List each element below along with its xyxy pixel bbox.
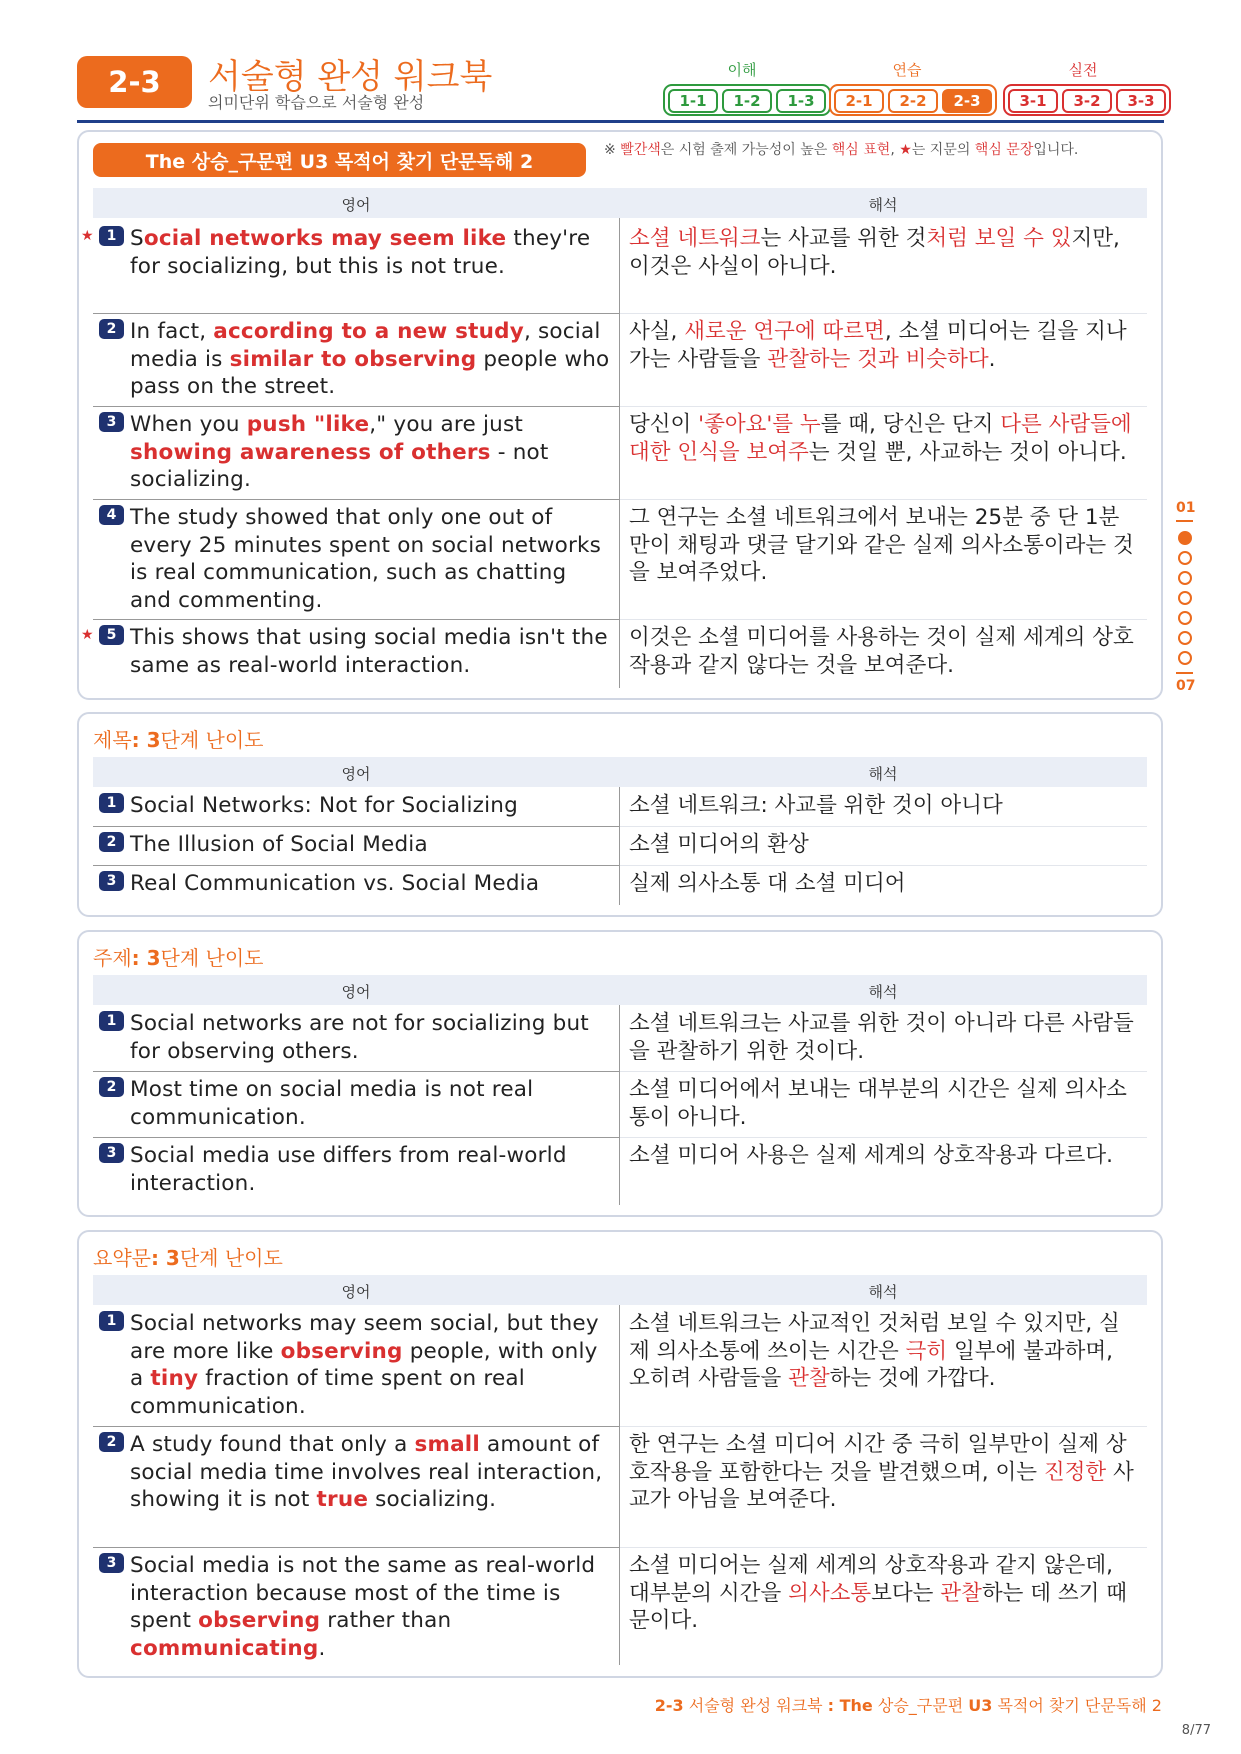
sentence-translation: 이것은 소셜 미디어를 사용하는 것이 실제 세계의 상호작용과 같지 않다는 것을 보여준다. — [629, 625, 1134, 678]
title-option-english: The Illusion of Social Media — [130, 832, 428, 857]
sentence-number: 4 — [99, 505, 124, 525]
row-divider — [93, 1137, 619, 1138]
sentence-number: 3 — [99, 412, 124, 432]
summary-option-translation: 한 연구는 소셜 미디어 시간 중 극히 일부만이 실제 상호작용을 포함한다는 것을 발견했으며, 이는 진정한 사교가 아님을 보여준다. — [629, 1432, 1134, 1512]
topic-option-translation: 소셜 미디어에서 보내는 대부분의 시간은 실제 의사소통이 아니다. — [629, 1077, 1127, 1130]
column-divider — [619, 1305, 620, 1665]
row-divider — [620, 1071, 1147, 1072]
column-header-english: 영어 — [341, 196, 371, 214]
option-number: 3 — [99, 1553, 124, 1573]
row-divider — [93, 619, 619, 620]
sentence-number: 2 — [99, 319, 124, 339]
option-number: 1 — [99, 793, 124, 813]
stage-button-2-2[interactable]: 2-2 — [888, 89, 938, 113]
sentence-translation: 당신이 '좋아요'를 누를 때, 당신은 단지 다른 사람들에 대한 인식을 보여주는 것일 뿐, 사교하는 것이 아니다. — [629, 412, 1132, 465]
stage-button-1-3[interactable]: 1-3 — [776, 89, 826, 113]
option-number: 1 — [99, 1311, 124, 1331]
row-divider — [93, 1547, 619, 1548]
row-divider — [93, 865, 619, 866]
topic-option-english: Social media use differs from real-world interaction. — [130, 1143, 567, 1196]
progress-dot — [1178, 571, 1192, 585]
section-title-summary: 요약문: 3단계 난이도 — [93, 1246, 283, 1270]
stage-button-2-1[interactable]: 2-1 — [834, 89, 884, 113]
stage-label-understand: 이해 — [727, 61, 757, 79]
option-number: 3 — [99, 1143, 124, 1163]
stage-button-2-3[interactable]: 2-3 — [942, 89, 992, 113]
stage-button-1-1[interactable]: 1-1 — [668, 89, 718, 113]
summary-option-english: A study found that only a small amount of social media time involves real interaction, showing it is not true socializing. — [130, 1432, 603, 1512]
column-header-english: 영어 — [341, 765, 371, 783]
footer-caption: 2-3 서술형 완성 워크북 : The 상승_구문편 U3 목적어 찾기 단문독해 2 — [654, 1696, 1162, 1715]
row-divider — [620, 865, 1147, 866]
progress-dot — [1178, 611, 1192, 625]
column-divider — [619, 1005, 620, 1205]
row-divider — [620, 406, 1147, 407]
sentence-number: 1 — [99, 226, 124, 246]
row-divider — [620, 1426, 1147, 1427]
column-header-english: 영어 — [341, 983, 371, 1001]
title-option-english: Real Communication vs. Social Media — [130, 871, 540, 896]
row-divider — [620, 1137, 1147, 1138]
progress-start-label: 01 — [1176, 500, 1196, 516]
section-title-topic: 주제: 3단계 난이도 — [93, 946, 264, 970]
row-divider — [620, 619, 1147, 620]
title-option-translation: 소셜 네트워크: 사교를 위한 것이 아니다 — [629, 793, 1003, 818]
title-option-english: Social Networks: Not for Socializing — [130, 793, 518, 818]
progress-divider — [1176, 672, 1193, 674]
row-divider — [93, 1071, 619, 1072]
row-divider — [620, 826, 1147, 827]
sentence-english: Social networks may seem like they're for socializing, but this is not true. — [130, 226, 591, 279]
stage-button-3-3[interactable]: 3-3 — [1116, 89, 1166, 113]
passage-table-header — [93, 188, 1147, 218]
sentence-english: This shows that using social media isn't the same as real-world interaction. — [130, 625, 608, 678]
row-divider — [620, 499, 1147, 500]
progress-dot — [1178, 551, 1192, 565]
progress-dot — [1178, 651, 1192, 665]
option-number: 3 — [99, 871, 124, 891]
column-header-translation: 해석 — [868, 765, 898, 783]
topic-table-header — [93, 975, 1147, 1005]
title-option-translation: 실제 의사소통 대 소셜 미디어 — [629, 871, 906, 896]
row-divider — [620, 313, 1147, 314]
topic-option-translation: 소셜 네트워크는 사교를 위한 것이 아니라 다른 사람들을 관찰하기 위한 것이다. — [629, 1011, 1134, 1064]
summary-table-header — [93, 1275, 1147, 1305]
row-divider — [93, 1426, 619, 1427]
section-title-title: 제목: 3단계 난이도 — [93, 728, 264, 752]
stage-button-3-1[interactable]: 3-1 — [1008, 89, 1058, 113]
sentence-translation: 소셜 네트워크는 사교를 위한 것처럼 보일 수 있지만, 이것은 사실이 아니다. — [629, 226, 1120, 279]
sentence-number: 5 — [99, 625, 124, 645]
row-divider — [93, 313, 619, 314]
page-number: 8/77 — [1181, 1723, 1211, 1738]
sentence-translation: 사실, 새로운 연구에 따르면, 소셜 미디어는 길을 지나가는 사람들을 관찰하는 것과 비슷하다. — [629, 319, 1127, 372]
stage-label-real: 실전 — [1068, 61, 1098, 79]
topic-option-english: Most time on social media is not real communication. — [130, 1077, 534, 1130]
progress-dot — [1178, 631, 1192, 645]
progress-dot — [1178, 591, 1192, 605]
title-option-translation: 소셜 미디어의 환상 — [629, 832, 809, 857]
stage-group-real — [1003, 84, 1171, 116]
page-subtitle: 의미단위 학습으로 서술형 완성 — [208, 93, 425, 112]
sentence-english: When you push "like," you are just showing awareness of others - not socializing. — [130, 412, 549, 492]
legend-note: ※ 빨간색은 시험 출제 가능성이 높은 핵심 표현, ★는 지문의 핵심 문장입니다. — [604, 142, 1079, 158]
stage-button-1-2[interactable]: 1-2 — [722, 89, 772, 113]
key-sentence-star: ★ — [81, 228, 94, 244]
passage-title-bar: The 상승_구문편 U3 목적어 찾기 단문독해 2 — [93, 143, 586, 177]
sentence-english: In fact, according to a new study, social media is similar to observing people who pass on the street. — [130, 319, 610, 399]
stage-group-practice — [829, 84, 997, 116]
sentence-english: The study showed that only one out of every 25 minutes spent on social networks is real communication, such as chatting and commenting. — [130, 505, 602, 613]
topic-option-english: Social networks are not for socializing but for observing others. — [130, 1011, 589, 1064]
workbook-badge: 2-3 — [77, 56, 192, 108]
option-number: 2 — [99, 1077, 124, 1097]
row-divider — [620, 1547, 1147, 1548]
progress-divider — [1176, 520, 1193, 522]
column-header-translation: 해석 — [868, 983, 898, 1001]
title-table-header — [93, 757, 1147, 787]
page-title: 서술형 완성 워크북 — [208, 57, 493, 97]
option-number: 2 — [99, 832, 124, 852]
column-header-translation: 해석 — [868, 196, 898, 214]
stage-group-understand — [663, 84, 831, 116]
column-header-translation: 해석 — [868, 1283, 898, 1301]
summary-option-english: Social networks may seem social, but they are more like observing people, with only a tiny fraction of time spent on real communication. — [130, 1311, 599, 1419]
progress-dot-current — [1178, 531, 1192, 545]
progress-end-label: 07 — [1176, 678, 1196, 694]
summary-option-english: Social media is not the same as real-world interaction because most of the time is spent observing rather than communicating. — [130, 1553, 596, 1661]
option-number: 1 — [99, 1011, 124, 1031]
key-sentence-star: ★ — [81, 627, 94, 643]
row-divider — [93, 406, 619, 407]
summary-option-translation: 소셜 네트워크는 사교적인 것처럼 보일 수 있지만, 실제 의사소통에 쓰이는 시간은 극히 일부에 불과하며, 오히려 사람들을 관찰하는 것에 가깝다. — [629, 1311, 1120, 1391]
topic-option-translation: 소셜 미디어 사용은 실제 세계의 상호작용과 다르다. — [629, 1143, 1113, 1168]
column-header-english: 영어 — [341, 1283, 371, 1301]
row-divider — [93, 826, 619, 827]
option-number: 2 — [99, 1432, 124, 1452]
row-divider — [93, 499, 619, 500]
stage-button-3-2[interactable]: 3-2 — [1062, 89, 1112, 113]
summary-option-translation: 소셜 미디어는 실제 세계의 상호작용과 같지 않은데, 대부분의 시간을 의사소통보다는 관찰하는 데 쓰기 때문이다. — [629, 1553, 1127, 1633]
stage-label-practice: 연습 — [892, 61, 922, 79]
header-divider — [77, 120, 1164, 123]
column-divider — [619, 787, 620, 905]
sentence-translation: 그 연구는 소셜 네트워크에서 보내는 25분 중 단 1분만이 채팅과 댓글 달기와 같은 실제 의사소통이라는 것을 보여주었다. — [629, 505, 1134, 585]
column-divider — [619, 218, 620, 688]
